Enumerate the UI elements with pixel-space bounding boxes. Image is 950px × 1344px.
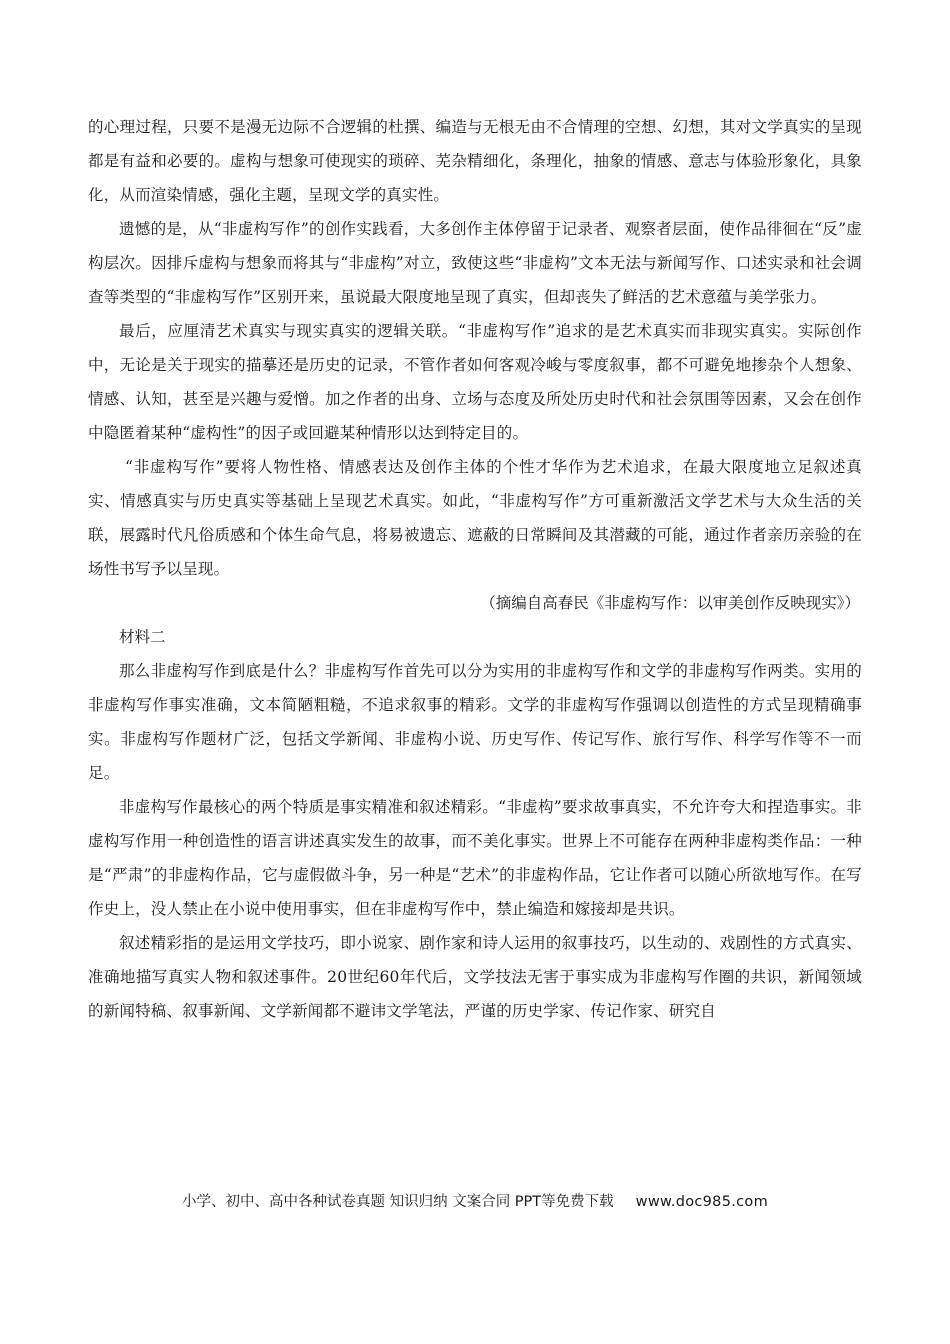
paragraph-core-traits: 非虚构写作最核心的两个特质是事实精准和叙述精彩。“非虚构”要求故事真实，不允许夸大和捏造事实。非虚构写作用一种创造性的语言讲述真实发生的故事，而不美化事实。世界上不可能存在两种非虚构类作品：一种是“严肃”的非虚构作品，它与虚假做斗争，另一种是“艺术”的非虚构作品，它让作者可以随心所欲地写作。在写作史上，没人禁止在小说中使用事实，但在非虚构写作中，禁止编造和嫁接却是共识。 xyxy=(88,798,862,918)
paragraph-finally: 最后，应厘清艺术真实与现实真实的逻辑关联。“非虚构写作”追求的是艺术真实而非现实真实。实际创作中，无论是关于现实的描摹还是历史的记录，不管作者如何客观冷峻与零度叙事，都不可避免地掺杂个人想象、情感、认知，甚至是兴趣与爱憎。加之作者的出身、立场与态度及所处历史时代和社会氛围等因素，又会在创作中隐匿着某种“虚构性”的因子或回避某种情形以达到特定目的。 xyxy=(88,322,862,442)
paragraph-nonfiction-goal: “非虚构写作”要将人物性格、情感表达及创作主体的个性才华作为艺术追求，在最大限度地立足叙述真实、情感真实与历史真实等基础上呈现艺术真实。如此，“非虚构写作”方可重新激活文学艺术与大众生活的关联，展露时代凡俗质感和个体生命气息，将易被遗忘、遮蔽的日常瞬间及其潜藏的可能，通过作者亲历亲验的在场性书写予以呈现。 xyxy=(88,458,862,578)
footer-text: 小学、初中、高中各种试卷真题 知识归纳 文案合同 PPT等免费下载 xyxy=(181,1194,614,1210)
paragraph-narrative-skill: 叙述精彩指的是运用文学技巧，即小说家、剧作家和诗人运用的叙事技巧，以生动的、戏剧性的方式真实、准确地描写真实人物和叙述事件。20世纪60年代后，文学技法无害于事实成为非虚构写作圈的共识，新闻领域的新闻特稿、叙事新闻、文学新闻都不避讳文学笔法，严谨的历史学家、传记作家、研究自 xyxy=(88,934,862,1020)
paragraph-regret: 遗憾的是，从“非虚构写作”的创作实践看，大多创作主体停留于记录者、观察者层面，使作品徘徊在“反”虚构层次。因排斥虚构与想象而将其与“非虚构”对立，致使这些“非虚构”文本无法与新闻写作、口述实录和社会调查等类型的“非虚构写作”区别开来，虽说最大限度地呈现了真实，但却丧失了鲜活的艺术意蕴与美学张力。 xyxy=(88,220,862,306)
section-label-material-two: 材料二 xyxy=(119,628,166,646)
paragraph-continuation: 的心理过程，只要不是漫无边际不合逻辑的杜撰、编造与无根无由不合情理的空想、幻想，其对文学真实的呈现都是有益和必要的。虚构与想象可使现实的琐碎、芜杂精细化，条理化，抽象的情感、意志与体验形象化，具象化，从而渲染情感，强化主题，呈现文学的真实性。 xyxy=(88,118,862,204)
paragraph-definition: 那么非虚构写作到底是什么？非虚构写作首先可以分为实用的非虚构写作和文学的非虚构写作两类。实用的非虚构写作事实准确，文本简陋粗糙，不追求叙事的精彩。文学的非虚构写作强调以创造性的方式呈现精确事实。非虚构写作题材广泛，包括文学新闻、非虚构小说、历史写作、传记写作、旅行写作、科学写作等不一而足。 xyxy=(88,662,862,782)
document-body xyxy=(88,110,862,1028)
footer-site-link[interactable]: www.doc985.com xyxy=(635,1194,769,1210)
page-footer xyxy=(0,1190,950,1214)
source-citation: （摘编自高春民《非虚构写作：以审美创作反映现实》） xyxy=(480,594,860,612)
